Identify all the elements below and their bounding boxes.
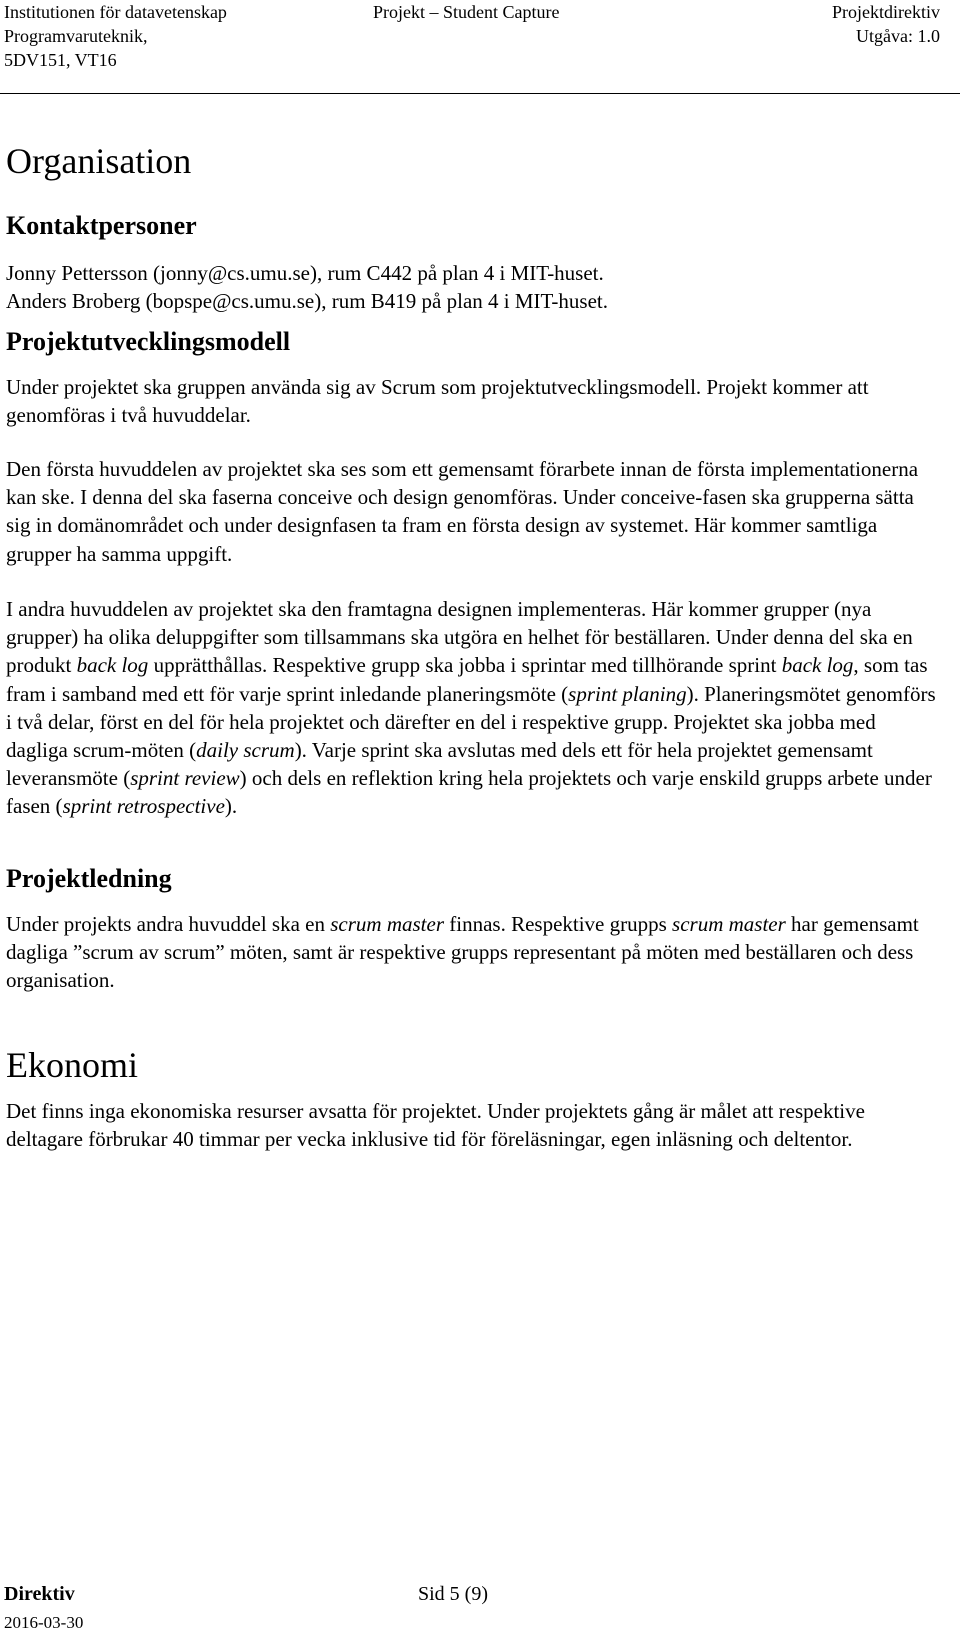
footer-date: 2016-03-30: [4, 1613, 84, 1632]
paragraph-lead: Under projekts andra huvuddel ska en scrum master finnas. Respektive grupps scrum master har gemensamt dagliga ”scrum av scrum” möten, samt är respektive grupps representant på möten med beställaren och dess organisation.: [6, 912, 919, 993]
paragraph-second-part: I andra huvuddelen av projektet ska den framtagna designen implementeras. Här kommer grupper (nya grupper) ha olika deluppgifter som tillsammans ska utgöra en helhet för beställaren. Under denna del ska en produkt back log upprätthållas. Respektive grupp ska jobba i sprintar med tillhörande sprint back log, som tas fram i samband med ett för varje sprint inledande planeringsmöte (sprint planing). Planeringsmötet genomförs i två delar, först en del för hela projektet och därefter en del i respektive grupp. Projektet ska jobba med dagliga scrum-möten (daily scrum). Varje sprint ska avslutas med dels ett för hela projektet gemensamt leveransmöte (sprint review) och dels en reflektion kring hela projektets och varje enskild grupps arbete under fasen (sprint retrospective).: [6, 597, 936, 819]
header-course: 5DV151, VT16: [4, 50, 117, 70]
term-scrum-master: scrum master: [330, 912, 444, 936]
header-project-title: Projekt – Student Capture: [373, 2, 560, 22]
paragraph-ekonomi: Det finns inga ekonomiska resurser avsatta för projektet. Under projektets gång är målet att respektive deltagare förbrukar 40 timmar per vecka inklusive tid för föreläsningar, egen inläsning och deltentor.: [6, 1099, 865, 1152]
contact-line-1: Jonny Pettersson (jonny@cs.umu.se), rum C442 på plan 4 i MIT-huset.: [6, 261, 604, 285]
header-divider: [0, 93, 960, 94]
subheading-model: Projektutvecklingsmodell: [6, 327, 291, 356]
section-heading-organisation: Organisation: [6, 141, 192, 181]
term-sprint-back-log: back log: [781, 653, 854, 678]
term-sprint-retrospective: sprint retrospective: [62, 794, 225, 819]
paragraph-first-part: Den första huvuddelen av projektet ska ses som ett gemensamt förarbete innan de första implementationerna kan ske. I denna del ska faserna conceive och design genomföras. Under conceive-fasen ska grupperna sätta sig in domänområdet och under designfasen ta fram en första design av systemet. Här kommer samtliga grupper ha samma uppgift.: [6, 457, 919, 566]
contact-line-2: Anders Broberg (bopspe@cs.umu.se), rum B419 på plan 4 i MIT-huset.: [6, 289, 609, 313]
header-program: Programvaruteknik,: [4, 26, 148, 46]
term-back-log: back log: [76, 653, 149, 678]
header-version: Utgåva: 1.0: [856, 26, 940, 46]
term-daily-scrum: daily scrum: [196, 738, 295, 763]
term-scrum-master-2: scrum master: [672, 912, 786, 936]
header-doc-title: Projektdirektiv: [832, 2, 940, 22]
term-sprint-review: sprint review: [130, 766, 240, 791]
term-sprint-planing: sprint planing: [568, 681, 687, 706]
header-right: [604, 0, 940, 48]
subheading-contacts: Kontaktpersoner: [6, 211, 197, 240]
footer-doc-type: Direktiv: [4, 1583, 75, 1605]
section-heading-ekonomi: Ekonomi: [6, 1045, 138, 1085]
paragraph-model-intro: Under projektet ska gruppen använda sig av Scrum som projektutvecklingsmodell. Projekt kommer att genomföras i två huvuddelar.: [6, 375, 869, 428]
header-institution: Institutionen för datavetenskap: [4, 2, 227, 22]
footer-page-number: Sid 5 (9): [418, 1583, 488, 1605]
subheading-lead: Projektledning: [6, 864, 172, 893]
header-left: [4, 0, 227, 72]
